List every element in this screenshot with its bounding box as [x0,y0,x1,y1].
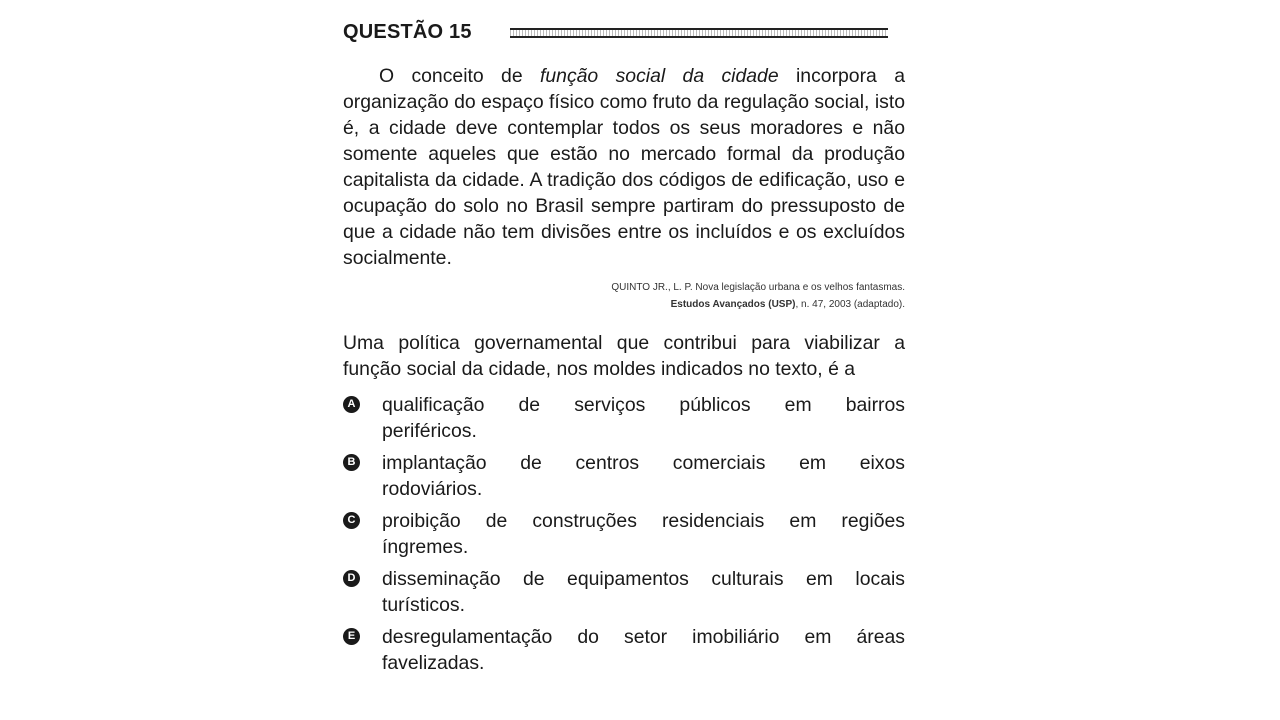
option-a-text [382,392,905,444]
question-header [343,14,905,50]
option-c-line-1: proibição de construções residenciais em regiões [382,510,905,532]
option-e-line-2: favelizadas. [382,652,485,674]
header-rule [510,28,888,38]
option-e[interactable] [343,624,905,676]
option-a-line-2: periféricos. [382,420,477,442]
question-page [343,14,905,682]
answer-options [343,392,905,676]
option-d-text [382,566,905,618]
option-d-letter-icon: D [343,570,360,587]
option-c-line-2: íngremes. [382,536,469,558]
option-b-letter-icon: B [343,454,360,471]
question-prompt: Uma política governamental que contribui para viabilizar a função social da cidade, nos moldes indicados no texto, é a [343,332,905,380]
option-a-letter-icon: A [343,396,360,413]
question-paragraph [343,63,905,271]
option-e-text [382,624,905,676]
option-d-line-1: disseminação de equipamentos culturais em locais [382,568,905,590]
option-b[interactable] [343,450,905,502]
citation-line-1: QUINTO JR., L. P. Nova legislação urbana e os velhos fantasmas. [611,282,905,293]
citation-line-2 [343,296,905,313]
option-a[interactable] [343,392,905,444]
option-b-line-2: rodoviários. [382,478,483,500]
source-citation [343,279,905,313]
paragraph-start: O conceito de [379,65,540,87]
option-d[interactable] [343,566,905,618]
option-c-letter-icon: C [343,512,360,529]
paragraph-rest: incorpora a organização do espaço físico como fruto da regulação social, isto é, a cidade deve contemplar todos os seus moradores e não somente aqueles que estão no mercado formal da produção capitalista da cidade. A tradição dos códigos de edificação, uso e ocupação do solo no Brasil sempre partiram do pressuposto de que a cidade não tem divisões entre os incluídos e os excluídos socialmente. [343,65,905,269]
option-e-letter-icon: E [343,628,360,645]
citation-journal: Estudos Avançados (USP) [670,299,796,310]
option-e-line-1: desregulamentação do setor imobiliário em áreas [382,626,905,648]
question-title: QUESTÃO 15 [343,20,472,43]
option-d-line-2: turísticos. [382,594,465,616]
option-c-text [382,508,905,560]
option-c[interactable] [343,508,905,560]
option-b-line-1: implantação de centros comerciais em eixos [382,452,905,474]
option-a-line-1: qualificação de serviços públicos em bairros [382,394,905,416]
option-b-text [382,450,905,502]
paragraph-italic-term: função social da cidade [540,65,779,87]
citation-details: , n. 47, 2003 (adaptado). [795,299,905,310]
